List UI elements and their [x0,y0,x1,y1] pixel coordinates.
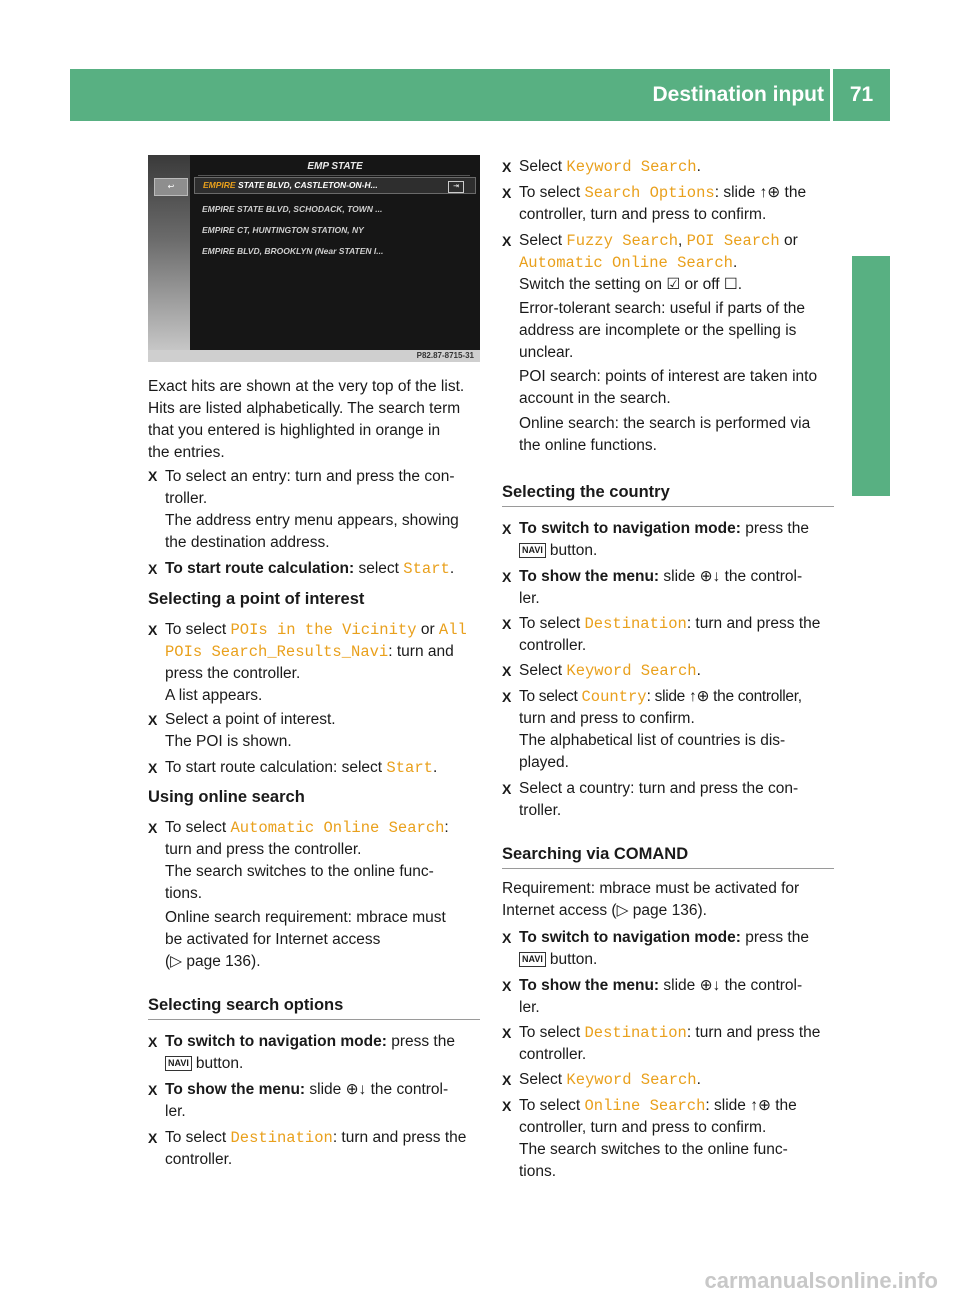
step-text: POI search: points of interest are taken into [519,368,818,385]
step-text: Select Fuzzy Search, POI Search or [519,232,798,250]
step-text: NAVI button. [519,540,597,562]
step-text: Select a country: turn and press the con- [519,780,799,797]
step-text: The search switches to the online func- [519,1141,788,1158]
step-text: Automatic Online Search. [519,254,738,272]
step-text: To select Country: slide ↑⊕ the controller, [519,688,802,706]
step-text: controller. [519,1046,587,1063]
screen-list-item: EMPIRE STATE BLVD, SCHODACK, TOWN ... [202,204,383,214]
step-text: be activated for Internet access [165,931,381,948]
step-bullet: X [148,820,158,836]
step-bullet: X [148,561,158,577]
screen-list [190,155,480,350]
step-text: To start route calculation: select Start. [165,759,438,777]
step-bullet: X [148,468,158,484]
body-text: Internet access (▷ page 136). [502,902,707,919]
step-text: The search switches to the online func- [165,863,434,880]
step-text: address are incomplete or the spelling is [519,322,797,339]
step-text: The alphabetical list of countries is dis- [519,732,786,749]
step-text: tions. [165,885,203,902]
step-text: Online search requirement: mbrace must [165,909,446,926]
section-heading: Searching via COMAND [502,845,689,863]
step-text: unclear. [519,344,574,361]
step-bullet: X [502,781,512,797]
step-text: press the controller. [165,665,301,682]
section-label: Navigation [857,372,884,490]
navi-button-icon: NAVI [519,543,546,558]
screen-back-icon: ↩ [154,178,188,196]
step-bullet: X [502,616,512,632]
step-text: played. [519,754,569,771]
heading-rule [502,868,834,869]
subheading: Selecting a point of interest [148,590,365,608]
step-text: To show the menu: slide ⊕↓ the control- [165,1081,449,1098]
step-bullet: X [502,569,512,585]
step-text: turn and press the controller. [165,841,362,858]
screen-list-item: EMPIRE BLVD, BROOKLYN (Near STATEN I... [202,246,384,256]
step-text: To show the menu: slide ⊕↓ the control- [519,568,803,585]
step-text: ler. [519,590,540,607]
navigation-screenshot [148,155,480,362]
screen-arrow-icon: ⇥ [448,181,464,193]
step-text: To switch to navigation mode: press the [165,1033,455,1050]
step-bullet: X [148,1034,158,1050]
intro-line: that you entered is highlighted in orange in [148,422,441,439]
step-text: Online search: the search is performed via [519,415,811,432]
step-text: The address entry menu appears, showing [165,512,459,529]
page-title: Destination input [652,83,824,106]
step-text: tions. [519,1163,557,1180]
step-bullet: X [502,689,512,705]
step-text: controller. [519,637,587,654]
step-text: A list appears. [165,687,263,704]
step-bullet: X [502,1098,512,1114]
step-bullet: X [502,663,512,679]
step-text: NAVI button. [165,1053,243,1075]
step-bullet: X [502,1025,512,1041]
step-text: To switch to navigation mode: press the [519,520,809,537]
step-bullet: X [148,622,158,638]
subheading: Using online search [148,788,305,806]
step-text: To select Search Options: slide ↑⊕ the [519,184,807,202]
step-text: To select Destination: turn and press the [519,1024,821,1042]
step-text: To select POIs in the Vicinity or All [165,621,467,639]
step-text: Select a point of interest. [165,711,336,728]
step-text: To switch to navigation mode: press the [519,929,809,946]
intro-line: the entries. [148,444,225,461]
section-heading: Selecting search options [148,996,344,1014]
step-text: ler. [519,999,540,1016]
step-bullet: X [502,159,512,175]
step-text: Select Keyword Search. [519,1071,701,1089]
step-text: controller, turn and press to confirm. [519,206,767,223]
step-text: Switch the setting on ☑ or off ☐. [519,276,743,293]
intro-line: Hits are listed alphabetically. The search term [148,400,461,417]
body-text: Requirement: mbrace must be activated for [502,880,800,897]
screen-list-item: EMPIRE CT, HUNTINGTON STATION, NY [202,225,364,235]
step-text: Select Keyword Search. [519,662,701,680]
step-text: To select Destination: turn and press the [165,1129,467,1147]
step-bullet: X [148,712,158,728]
step-text: To show the menu: slide ⊕↓ the control- [519,977,803,994]
step-text: (▷ page 136). [165,953,261,970]
step-text: troller. [165,490,208,507]
screen-list-item: EMPIRE STATE BLVD, CASTLETON-ON-H... [194,177,476,194]
step-text: the online functions. [519,437,657,454]
step-text: Select Keyword Search. [519,158,701,176]
step-text: NAVI button. [519,949,597,971]
step-bullet: X [148,760,158,776]
step-text: account in the search. [519,390,671,407]
step-text: Error-tolerant search: useful if parts of the [519,300,806,317]
step-text: the destination address. [165,534,330,551]
step-bullet: X [502,930,512,946]
heading-rule [148,1019,480,1020]
step-bullet: X [502,978,512,994]
step-bullet: X [502,521,512,537]
step-text: To select Online Search: slide ↑⊕ the [519,1097,797,1115]
step-text: To select an entry: turn and press the con- [165,468,455,485]
step-bullet: X [502,185,512,201]
step-text: troller. [519,802,562,819]
watermark: carmanualsonline.info [704,1268,938,1293]
step-text: POIs Search_Results_Navi: turn and [165,643,454,661]
page-number: 71 [849,83,874,106]
screen-sidebar [148,155,190,362]
step-text: controller. [165,1151,233,1168]
screen-divider [198,175,470,176]
image-code: P82.87-8715-31 [148,350,480,362]
step-text: The POI is shown. [165,733,292,750]
section-heading: Selecting the country [502,483,670,501]
step-bullet: X [502,233,512,249]
step-text: To select Automatic Online Search: [165,819,449,837]
heading-rule [502,506,834,507]
step-text: ler. [165,1103,186,1120]
step-bullet: X [148,1082,158,1098]
step-text: turn and press to confirm. [519,710,695,727]
step-text: To start route calculation: select Start. [165,560,455,578]
intro-line: Exact hits are shown at the very top of the list. [148,378,465,395]
navi-button-icon: NAVI [519,952,546,967]
step-text: controller, turn and press to confirm. [519,1119,767,1136]
navi-button-icon: NAVI [165,1056,192,1071]
step-text: To select Destination: turn and press the [519,615,821,633]
step-bullet: X [148,1130,158,1146]
step-bullet: X [502,1072,512,1088]
screen-title: EMP STATE [307,161,363,172]
